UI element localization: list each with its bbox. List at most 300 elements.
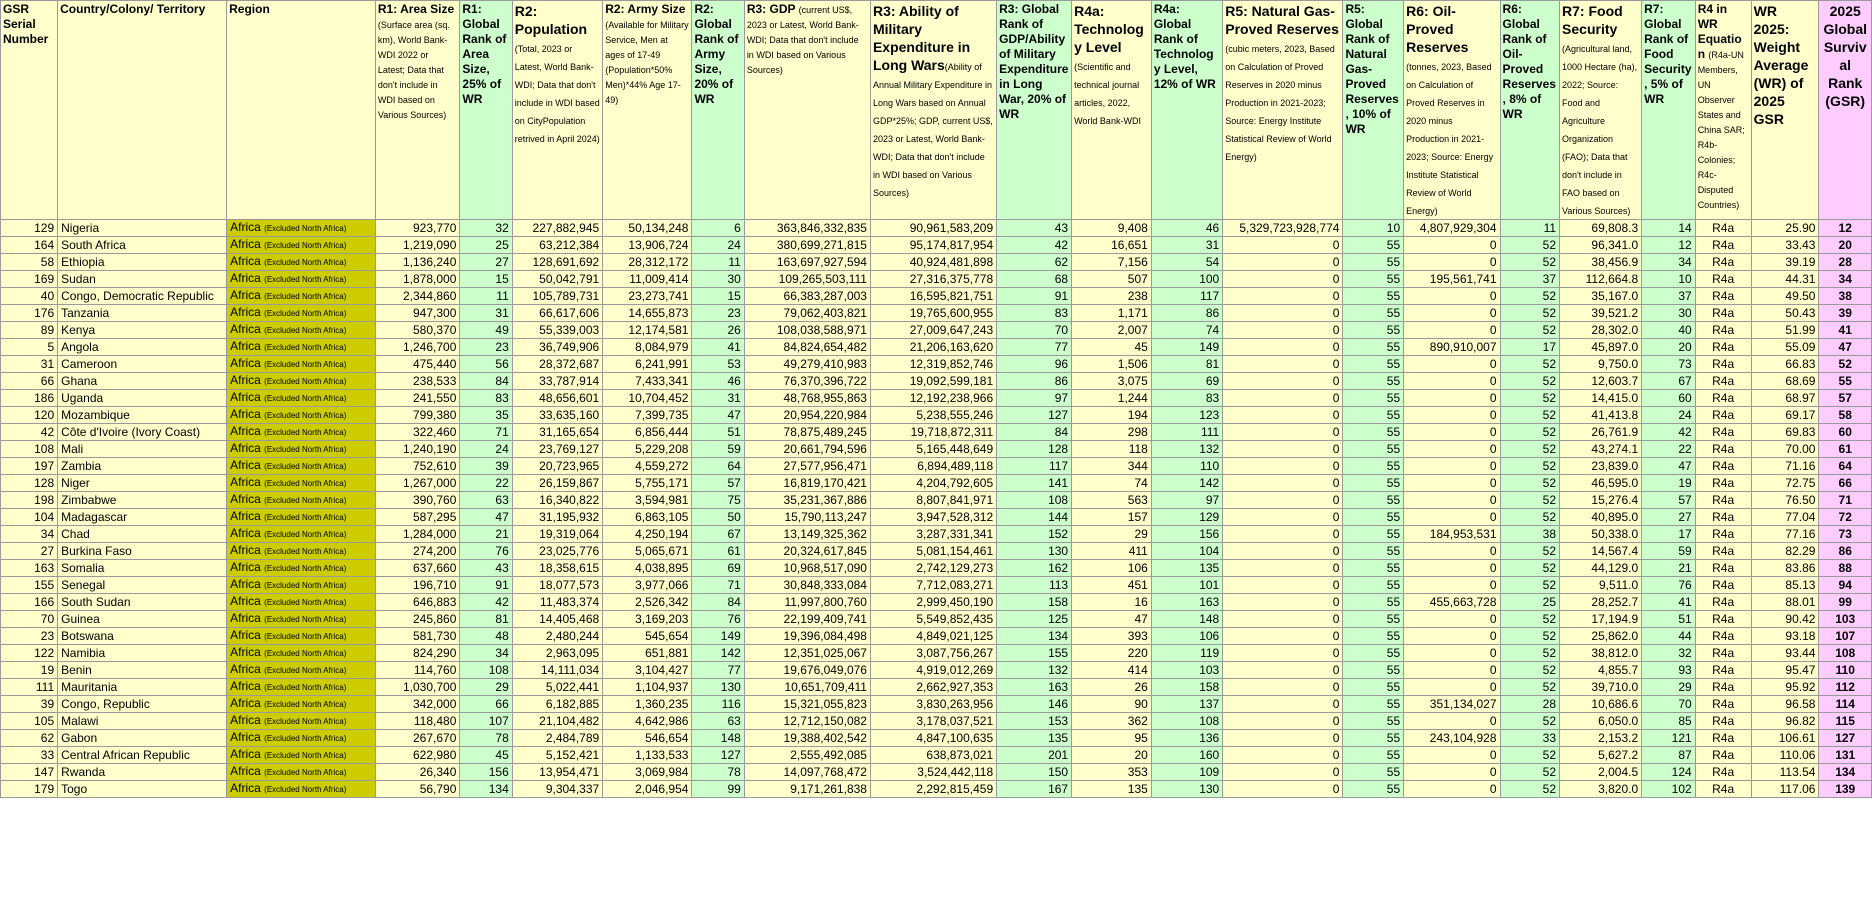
cell-gdp[interactable]: 20,324,617,845 bbox=[744, 543, 870, 560]
cell-wr[interactable]: 72.75 bbox=[1751, 475, 1819, 492]
cell-oil-rank[interactable]: 33 bbox=[1500, 730, 1560, 747]
cell-area-rank[interactable]: 107 bbox=[460, 713, 512, 730]
cell-area[interactable]: 646,883 bbox=[375, 594, 460, 611]
cell-wr[interactable]: 93.44 bbox=[1751, 645, 1819, 662]
cell-area-rank[interactable]: 31 bbox=[460, 305, 512, 322]
cell-food[interactable]: 10,686.6 bbox=[1560, 696, 1642, 713]
cell-gdp-rank[interactable]: 125 bbox=[997, 611, 1072, 628]
cell-tech[interactable]: 157 bbox=[1072, 509, 1152, 526]
cell-army-rank[interactable]: 59 bbox=[692, 441, 744, 458]
cell-food[interactable]: 69,808.3 bbox=[1560, 220, 1642, 237]
cell-army-rank[interactable]: 116 bbox=[692, 696, 744, 713]
cell-population[interactable]: 18,077,573 bbox=[512, 577, 602, 594]
cell-population[interactable]: 33,635,160 bbox=[512, 407, 602, 424]
cell-gas-rank[interactable]: 55 bbox=[1343, 730, 1404, 747]
cell-food[interactable]: 26,761.9 bbox=[1560, 424, 1642, 441]
cell-area-rank[interactable]: 45 bbox=[460, 747, 512, 764]
cell-army[interactable]: 10,704,452 bbox=[603, 390, 692, 407]
cell-oil[interactable]: 455,663,728 bbox=[1404, 594, 1500, 611]
cell-oil[interactable]: 0 bbox=[1404, 237, 1500, 254]
cell-serial[interactable]: 122 bbox=[1, 645, 58, 662]
header-region[interactable]: Region bbox=[227, 1, 376, 220]
cell-region[interactable] bbox=[227, 271, 376, 288]
cell-serial[interactable]: 5 bbox=[1, 339, 58, 356]
cell-serial[interactable]: 147 bbox=[1, 764, 58, 781]
cell-gsr[interactable]: 131 bbox=[1819, 747, 1872, 764]
cell-gas[interactable]: 0 bbox=[1223, 594, 1343, 611]
cell-army[interactable]: 5,065,671 bbox=[603, 543, 692, 560]
cell-gdp-rank[interactable]: 113 bbox=[997, 577, 1072, 594]
cell-gas[interactable]: 0 bbox=[1223, 237, 1343, 254]
cell-food[interactable]: 9,511.0 bbox=[1560, 577, 1642, 594]
cell-tech[interactable]: 563 bbox=[1072, 492, 1152, 509]
cell-wr[interactable]: 90.42 bbox=[1751, 611, 1819, 628]
cell-military[interactable]: 4,204,792,605 bbox=[870, 475, 996, 492]
cell-tech[interactable]: 3,075 bbox=[1072, 373, 1152, 390]
cell-wr[interactable]: 33.43 bbox=[1751, 237, 1819, 254]
cell-wr[interactable]: 70.00 bbox=[1751, 441, 1819, 458]
cell-region[interactable] bbox=[227, 611, 376, 628]
cell-region[interactable] bbox=[227, 560, 376, 577]
cell-serial[interactable]: 62 bbox=[1, 730, 58, 747]
cell-military[interactable]: 27,009,647,243 bbox=[870, 322, 996, 339]
cell-gdp[interactable]: 108,038,588,971 bbox=[744, 322, 870, 339]
cell-gas-rank[interactable]: 55 bbox=[1343, 322, 1404, 339]
cell-area[interactable]: 267,670 bbox=[375, 730, 460, 747]
cell-serial[interactable]: 120 bbox=[1, 407, 58, 424]
cell-population[interactable]: 14,111,034 bbox=[512, 662, 602, 679]
cell-army-rank[interactable]: 99 bbox=[692, 781, 744, 798]
cell-food[interactable]: 45,897.0 bbox=[1560, 339, 1642, 356]
cell-serial[interactable]: 66 bbox=[1, 373, 58, 390]
cell-gdp[interactable]: 84,824,654,482 bbox=[744, 339, 870, 356]
cell-population[interactable]: 105,789,731 bbox=[512, 288, 602, 305]
cell-serial[interactable]: 129 bbox=[1, 220, 58, 237]
cell-population[interactable]: 31,195,932 bbox=[512, 509, 602, 526]
cell-food[interactable]: 38,812.0 bbox=[1560, 645, 1642, 662]
cell-gdp-rank[interactable]: 163 bbox=[997, 679, 1072, 696]
cell-army-rank[interactable]: 127 bbox=[692, 747, 744, 764]
cell-gas[interactable]: 0 bbox=[1223, 390, 1343, 407]
cell-gdp[interactable]: 14,097,768,472 bbox=[744, 764, 870, 781]
cell-army[interactable]: 6,241,991 bbox=[603, 356, 692, 373]
cell-food-rank[interactable]: 12 bbox=[1642, 237, 1696, 254]
cell-army[interactable]: 28,312,172 bbox=[603, 254, 692, 271]
cell-army[interactable]: 12,174,581 bbox=[603, 322, 692, 339]
cell-gdp-rank[interactable]: 83 bbox=[997, 305, 1072, 322]
cell-gsr[interactable]: 127 bbox=[1819, 730, 1872, 747]
cell-r4-equation[interactable]: R4a bbox=[1695, 628, 1751, 645]
cell-area[interactable]: 342,000 bbox=[375, 696, 460, 713]
cell-country[interactable]: Rwanda bbox=[58, 764, 227, 781]
cell-region[interactable] bbox=[227, 696, 376, 713]
cell-serial[interactable]: 39 bbox=[1, 696, 58, 713]
cell-oil-rank[interactable]: 52 bbox=[1500, 747, 1560, 764]
cell-army[interactable]: 14,655,873 bbox=[603, 305, 692, 322]
cell-wr[interactable]: 68.69 bbox=[1751, 373, 1819, 390]
cell-wr[interactable]: 71.16 bbox=[1751, 458, 1819, 475]
cell-serial[interactable]: 155 bbox=[1, 577, 58, 594]
cell-serial[interactable]: 186 bbox=[1, 390, 58, 407]
cell-tech-rank[interactable]: 31 bbox=[1151, 237, 1222, 254]
cell-serial[interactable]: 23 bbox=[1, 628, 58, 645]
cell-oil[interactable]: 0 bbox=[1404, 407, 1500, 424]
cell-army[interactable]: 2,046,954 bbox=[603, 781, 692, 798]
cell-tech-rank[interactable]: 104 bbox=[1151, 543, 1222, 560]
cell-r4-equation[interactable]: R4a bbox=[1695, 730, 1751, 747]
cell-military[interactable]: 27,316,375,778 bbox=[870, 271, 996, 288]
cell-region[interactable] bbox=[227, 220, 376, 237]
cell-tech-rank[interactable]: 101 bbox=[1151, 577, 1222, 594]
cell-gas-rank[interactable]: 55 bbox=[1343, 237, 1404, 254]
cell-tech[interactable]: 194 bbox=[1072, 407, 1152, 424]
cell-country[interactable]: Chad bbox=[58, 526, 227, 543]
cell-food[interactable]: 5,627.2 bbox=[1560, 747, 1642, 764]
cell-r4-equation[interactable]: R4a bbox=[1695, 458, 1751, 475]
cell-gdp-rank[interactable]: 150 bbox=[997, 764, 1072, 781]
cell-gas[interactable]: 0 bbox=[1223, 424, 1343, 441]
cell-population[interactable]: 48,656,601 bbox=[512, 390, 602, 407]
cell-country[interactable]: Congo, Republic bbox=[58, 696, 227, 713]
cell-oil-rank[interactable]: 52 bbox=[1500, 373, 1560, 390]
cell-gas[interactable]: 0 bbox=[1223, 475, 1343, 492]
cell-gas-rank[interactable]: 55 bbox=[1343, 594, 1404, 611]
cell-gas[interactable]: 0 bbox=[1223, 526, 1343, 543]
cell-oil-rank[interactable]: 52 bbox=[1500, 509, 1560, 526]
cell-tech-rank[interactable]: 110 bbox=[1151, 458, 1222, 475]
cell-food-rank[interactable]: 67 bbox=[1642, 373, 1696, 390]
cell-gdp[interactable]: 12,712,150,082 bbox=[744, 713, 870, 730]
cell-gdp-rank[interactable]: 77 bbox=[997, 339, 1072, 356]
cell-region[interactable] bbox=[227, 424, 376, 441]
cell-wr[interactable]: 49.50 bbox=[1751, 288, 1819, 305]
cell-r4-equation[interactable]: R4a bbox=[1695, 662, 1751, 679]
header-r4a-tech[interactable]: R4a: Technology Level (Scientific and technical journal articles, 2022, World Bank-WDI bbox=[1072, 1, 1152, 220]
cell-wr[interactable]: 95.47 bbox=[1751, 662, 1819, 679]
cell-r4-equation[interactable]: R4a bbox=[1695, 577, 1751, 594]
cell-oil[interactable]: 0 bbox=[1404, 458, 1500, 475]
cell-serial[interactable]: 176 bbox=[1, 305, 58, 322]
cell-serial[interactable]: 111 bbox=[1, 679, 58, 696]
cell-r4-equation[interactable]: R4a bbox=[1695, 339, 1751, 356]
cell-region[interactable] bbox=[227, 747, 376, 764]
cell-food[interactable]: 44,129.0 bbox=[1560, 560, 1642, 577]
cell-food[interactable]: 40,895.0 bbox=[1560, 509, 1642, 526]
cell-gas[interactable]: 0 bbox=[1223, 373, 1343, 390]
cell-military[interactable]: 16,595,821,751 bbox=[870, 288, 996, 305]
cell-r4-equation[interactable]: R4a bbox=[1695, 611, 1751, 628]
cell-tech-rank[interactable]: 109 bbox=[1151, 764, 1222, 781]
cell-area-rank[interactable]: 23 bbox=[460, 339, 512, 356]
cell-r4-equation[interactable]: R4a bbox=[1695, 781, 1751, 798]
cell-wr[interactable]: 117.06 bbox=[1751, 781, 1819, 798]
cell-military[interactable]: 19,765,600,955 bbox=[870, 305, 996, 322]
cell-gas-rank[interactable]: 10 bbox=[1343, 220, 1404, 237]
cell-wr[interactable]: 88.01 bbox=[1751, 594, 1819, 611]
cell-oil-rank[interactable]: 52 bbox=[1500, 645, 1560, 662]
cell-wr[interactable]: 55.09 bbox=[1751, 339, 1819, 356]
cell-r4-equation[interactable]: R4a bbox=[1695, 764, 1751, 781]
cell-gas-rank[interactable]: 55 bbox=[1343, 577, 1404, 594]
cell-tech-rank[interactable]: 69 bbox=[1151, 373, 1222, 390]
cell-gdp[interactable]: 2,555,492,085 bbox=[744, 747, 870, 764]
cell-military[interactable]: 2,999,450,190 bbox=[870, 594, 996, 611]
cell-gas-rank[interactable]: 55 bbox=[1343, 713, 1404, 730]
cell-wr[interactable]: 69.17 bbox=[1751, 407, 1819, 424]
cell-gas[interactable]: 0 bbox=[1223, 730, 1343, 747]
cell-area[interactable]: 580,370 bbox=[375, 322, 460, 339]
cell-gsr[interactable]: 88 bbox=[1819, 560, 1872, 577]
cell-gsr[interactable]: 103 bbox=[1819, 611, 1872, 628]
cell-tech[interactable]: 220 bbox=[1072, 645, 1152, 662]
cell-area[interactable]: 637,660 bbox=[375, 560, 460, 577]
cell-gdp-rank[interactable]: 68 bbox=[997, 271, 1072, 288]
cell-population[interactable]: 21,104,482 bbox=[512, 713, 602, 730]
cell-food-rank[interactable]: 44 bbox=[1642, 628, 1696, 645]
cell-region[interactable] bbox=[227, 577, 376, 594]
cell-gas[interactable]: 0 bbox=[1223, 577, 1343, 594]
cell-oil[interactable]: 0 bbox=[1404, 305, 1500, 322]
cell-food[interactable]: 4,855.7 bbox=[1560, 662, 1642, 679]
cell-tech[interactable]: 9,408 bbox=[1072, 220, 1152, 237]
cell-serial[interactable]: 163 bbox=[1, 560, 58, 577]
cell-food-rank[interactable]: 32 bbox=[1642, 645, 1696, 662]
cell-tech[interactable]: 393 bbox=[1072, 628, 1152, 645]
cell-tech-rank[interactable]: 100 bbox=[1151, 271, 1222, 288]
cell-food-rank[interactable]: 85 bbox=[1642, 713, 1696, 730]
cell-gas[interactable]: 0 bbox=[1223, 322, 1343, 339]
cell-country[interactable]: Angola bbox=[58, 339, 227, 356]
header-r6-oil[interactable]: R6: Oil-Proved Reserves (tonnes, 2023, Based on Calculation of Proved Reserves in 2020 minus Production in 2021-2023; Source: Energy Institute Statistical Review of World Energy) bbox=[1404, 1, 1500, 220]
cell-army[interactable]: 50,134,248 bbox=[603, 220, 692, 237]
cell-gsr[interactable]: 115 bbox=[1819, 713, 1872, 730]
cell-gdp-rank[interactable]: 201 bbox=[997, 747, 1072, 764]
cell-tech-rank[interactable]: 108 bbox=[1151, 713, 1222, 730]
cell-wr[interactable]: 83.86 bbox=[1751, 560, 1819, 577]
cell-oil[interactable]: 0 bbox=[1404, 645, 1500, 662]
cell-serial[interactable]: 31 bbox=[1, 356, 58, 373]
cell-military[interactable]: 638,873,021 bbox=[870, 747, 996, 764]
cell-army-rank[interactable]: 11 bbox=[692, 254, 744, 271]
cell-army[interactable]: 23,273,741 bbox=[603, 288, 692, 305]
header-r5-rank[interactable]: R5: Global Rank of Natural Gas-Proved Reserves, 10% of WR bbox=[1343, 1, 1404, 220]
cell-gsr[interactable]: 110 bbox=[1819, 662, 1872, 679]
cell-army[interactable]: 1,104,937 bbox=[603, 679, 692, 696]
cell-region[interactable] bbox=[227, 679, 376, 696]
cell-area-rank[interactable]: 39 bbox=[460, 458, 512, 475]
cell-gas[interactable]: 0 bbox=[1223, 747, 1343, 764]
cell-serial[interactable]: 169 bbox=[1, 271, 58, 288]
cell-gdp-rank[interactable]: 153 bbox=[997, 713, 1072, 730]
cell-region[interactable] bbox=[227, 526, 376, 543]
cell-oil[interactable]: 4,807,929,304 bbox=[1404, 220, 1500, 237]
cell-country[interactable]: Senegal bbox=[58, 577, 227, 594]
cell-region[interactable] bbox=[227, 356, 376, 373]
cell-army-rank[interactable]: 51 bbox=[692, 424, 744, 441]
cell-country[interactable]: Sudan bbox=[58, 271, 227, 288]
cell-r4-equation[interactable]: R4a bbox=[1695, 373, 1751, 390]
cell-tech-rank[interactable]: 103 bbox=[1151, 662, 1222, 679]
cell-tech[interactable]: 2,007 bbox=[1072, 322, 1152, 339]
cell-r4-equation[interactable]: R4a bbox=[1695, 645, 1751, 662]
cell-serial[interactable]: 166 bbox=[1, 594, 58, 611]
cell-gdp[interactable]: 380,699,271,815 bbox=[744, 237, 870, 254]
cell-army-rank[interactable]: 78 bbox=[692, 764, 744, 781]
cell-oil-rank[interactable]: 52 bbox=[1500, 662, 1560, 679]
cell-military[interactable]: 40,924,481,898 bbox=[870, 254, 996, 271]
cell-oil-rank[interactable]: 52 bbox=[1500, 458, 1560, 475]
cell-wr[interactable]: 68.97 bbox=[1751, 390, 1819, 407]
cell-area-rank[interactable]: 78 bbox=[460, 730, 512, 747]
cell-country[interactable]: Burkina Faso bbox=[58, 543, 227, 560]
cell-area[interactable]: 245,860 bbox=[375, 611, 460, 628]
cell-army-rank[interactable]: 6 bbox=[692, 220, 744, 237]
cell-tech-rank[interactable]: 81 bbox=[1151, 356, 1222, 373]
cell-area[interactable]: 1,878,000 bbox=[375, 271, 460, 288]
cell-gsr[interactable]: 58 bbox=[1819, 407, 1872, 424]
cell-food[interactable]: 23,839.0 bbox=[1560, 458, 1642, 475]
cell-serial[interactable]: 19 bbox=[1, 662, 58, 679]
cell-gdp[interactable]: 35,231,367,886 bbox=[744, 492, 870, 509]
cell-r4-equation[interactable]: R4a bbox=[1695, 509, 1751, 526]
cell-gas-rank[interactable]: 55 bbox=[1343, 458, 1404, 475]
cell-food-rank[interactable]: 57 bbox=[1642, 492, 1696, 509]
cell-gas-rank[interactable]: 55 bbox=[1343, 390, 1404, 407]
cell-food[interactable]: 38,456.9 bbox=[1560, 254, 1642, 271]
cell-country[interactable]: Malawi bbox=[58, 713, 227, 730]
cell-wr[interactable]: 39.19 bbox=[1751, 254, 1819, 271]
cell-wr[interactable]: 96.58 bbox=[1751, 696, 1819, 713]
cell-army[interactable]: 13,906,724 bbox=[603, 237, 692, 254]
cell-oil-rank[interactable]: 52 bbox=[1500, 543, 1560, 560]
cell-gdp[interactable]: 20,661,794,596 bbox=[744, 441, 870, 458]
cell-area-rank[interactable]: 25 bbox=[460, 237, 512, 254]
cell-tech[interactable]: 74 bbox=[1072, 475, 1152, 492]
cell-oil-rank[interactable]: 37 bbox=[1500, 271, 1560, 288]
cell-oil[interactable]: 0 bbox=[1404, 390, 1500, 407]
cell-gas-rank[interactable]: 55 bbox=[1343, 373, 1404, 390]
cell-army-rank[interactable]: 130 bbox=[692, 679, 744, 696]
cell-population[interactable]: 63,212,384 bbox=[512, 237, 602, 254]
cell-oil[interactable]: 0 bbox=[1404, 747, 1500, 764]
cell-serial[interactable]: 58 bbox=[1, 254, 58, 271]
cell-food[interactable]: 28,302.0 bbox=[1560, 322, 1642, 339]
cell-country[interactable]: South Sudan bbox=[58, 594, 227, 611]
cell-gdp-rank[interactable]: 84 bbox=[997, 424, 1072, 441]
cell-army[interactable]: 3,977,066 bbox=[603, 577, 692, 594]
cell-gsr[interactable]: 112 bbox=[1819, 679, 1872, 696]
cell-gsr[interactable]: 61 bbox=[1819, 441, 1872, 458]
cell-gdp[interactable]: 79,062,403,821 bbox=[744, 305, 870, 322]
cell-wr[interactable]: 50.43 bbox=[1751, 305, 1819, 322]
cell-oil[interactable]: 0 bbox=[1404, 288, 1500, 305]
cell-population[interactable]: 227,882,945 bbox=[512, 220, 602, 237]
cell-population[interactable]: 20,723,965 bbox=[512, 458, 602, 475]
cell-oil[interactable]: 0 bbox=[1404, 543, 1500, 560]
cell-food-rank[interactable]: 42 bbox=[1642, 424, 1696, 441]
cell-gdp[interactable]: 163,697,927,594 bbox=[744, 254, 870, 271]
cell-serial[interactable]: 164 bbox=[1, 237, 58, 254]
cell-country[interactable]: Ethiopia bbox=[58, 254, 227, 271]
cell-population[interactable]: 66,617,606 bbox=[512, 305, 602, 322]
cell-food-rank[interactable]: 73 bbox=[1642, 356, 1696, 373]
cell-area-rank[interactable]: 11 bbox=[460, 288, 512, 305]
cell-gsr[interactable]: 134 bbox=[1819, 764, 1872, 781]
cell-food[interactable]: 39,710.0 bbox=[1560, 679, 1642, 696]
cell-population[interactable]: 16,340,822 bbox=[512, 492, 602, 509]
cell-gsr[interactable]: 55 bbox=[1819, 373, 1872, 390]
cell-area[interactable]: 2,344,860 bbox=[375, 288, 460, 305]
cell-area-rank[interactable]: 63 bbox=[460, 492, 512, 509]
cell-oil[interactable]: 184,953,531 bbox=[1404, 526, 1500, 543]
cell-tech-rank[interactable]: 111 bbox=[1151, 424, 1222, 441]
cell-military[interactable]: 19,718,872,311 bbox=[870, 424, 996, 441]
cell-population[interactable]: 5,152,421 bbox=[512, 747, 602, 764]
cell-population[interactable]: 23,025,776 bbox=[512, 543, 602, 560]
cell-oil-rank[interactable]: 52 bbox=[1500, 288, 1560, 305]
cell-oil-rank[interactable]: 52 bbox=[1500, 560, 1560, 577]
cell-army-rank[interactable]: 67 bbox=[692, 526, 744, 543]
cell-area[interactable]: 241,550 bbox=[375, 390, 460, 407]
cell-gdp[interactable]: 10,651,709,411 bbox=[744, 679, 870, 696]
cell-area[interactable]: 114,760 bbox=[375, 662, 460, 679]
cell-serial[interactable]: 40 bbox=[1, 288, 58, 305]
cell-tech-rank[interactable]: 130 bbox=[1151, 781, 1222, 798]
cell-region[interactable] bbox=[227, 543, 376, 560]
cell-wr[interactable]: 69.83 bbox=[1751, 424, 1819, 441]
cell-tech[interactable]: 353 bbox=[1072, 764, 1152, 781]
cell-gdp[interactable]: 27,577,956,471 bbox=[744, 458, 870, 475]
cell-tech-rank[interactable]: 148 bbox=[1151, 611, 1222, 628]
cell-gas[interactable]: 0 bbox=[1223, 662, 1343, 679]
cell-gas-rank[interactable]: 55 bbox=[1343, 339, 1404, 356]
cell-gas[interactable]: 5,329,723,928,774 bbox=[1223, 220, 1343, 237]
cell-oil[interactable]: 0 bbox=[1404, 322, 1500, 339]
cell-gdp[interactable]: 11,997,800,760 bbox=[744, 594, 870, 611]
cell-area-rank[interactable]: 27 bbox=[460, 254, 512, 271]
cell-oil[interactable]: 0 bbox=[1404, 492, 1500, 509]
cell-gas-rank[interactable]: 55 bbox=[1343, 747, 1404, 764]
cell-tech[interactable]: 26 bbox=[1072, 679, 1152, 696]
cell-army[interactable]: 5,229,208 bbox=[603, 441, 692, 458]
cell-oil[interactable]: 351,134,027 bbox=[1404, 696, 1500, 713]
cell-area[interactable]: 238,533 bbox=[375, 373, 460, 390]
cell-army-rank[interactable]: 76 bbox=[692, 611, 744, 628]
cell-gdp[interactable]: 109,265,503,111 bbox=[744, 271, 870, 288]
header-r1-area[interactable]: R1: Area Size (Surface area (sq. km), World Bank-WDI 2022 or Latest; Data that don't include in WDI based on Various Sources) bbox=[375, 1, 460, 220]
cell-oil-rank[interactable]: 52 bbox=[1500, 424, 1560, 441]
cell-gas[interactable]: 0 bbox=[1223, 288, 1343, 305]
cell-oil-rank[interactable]: 52 bbox=[1500, 305, 1560, 322]
cell-food-rank[interactable]: 59 bbox=[1642, 543, 1696, 560]
cell-region[interactable] bbox=[227, 645, 376, 662]
cell-army-rank[interactable]: 31 bbox=[692, 390, 744, 407]
cell-oil[interactable]: 243,104,928 bbox=[1404, 730, 1500, 747]
cell-military[interactable]: 4,847,100,635 bbox=[870, 730, 996, 747]
cell-military[interactable]: 2,662,927,353 bbox=[870, 679, 996, 696]
cell-serial[interactable]: 104 bbox=[1, 509, 58, 526]
cell-r4-equation[interactable]: R4a bbox=[1695, 747, 1751, 764]
cell-wr[interactable]: 66.83 bbox=[1751, 356, 1819, 373]
cell-gas-rank[interactable]: 55 bbox=[1343, 662, 1404, 679]
cell-tech[interactable]: 16,651 bbox=[1072, 237, 1152, 254]
cell-food[interactable]: 3,820.0 bbox=[1560, 781, 1642, 798]
cell-food-rank[interactable]: 124 bbox=[1642, 764, 1696, 781]
cell-population[interactable]: 55,339,003 bbox=[512, 322, 602, 339]
cell-gas-rank[interactable]: 55 bbox=[1343, 679, 1404, 696]
cell-gdp-rank[interactable]: 127 bbox=[997, 407, 1072, 424]
cell-gsr[interactable]: 39 bbox=[1819, 305, 1872, 322]
